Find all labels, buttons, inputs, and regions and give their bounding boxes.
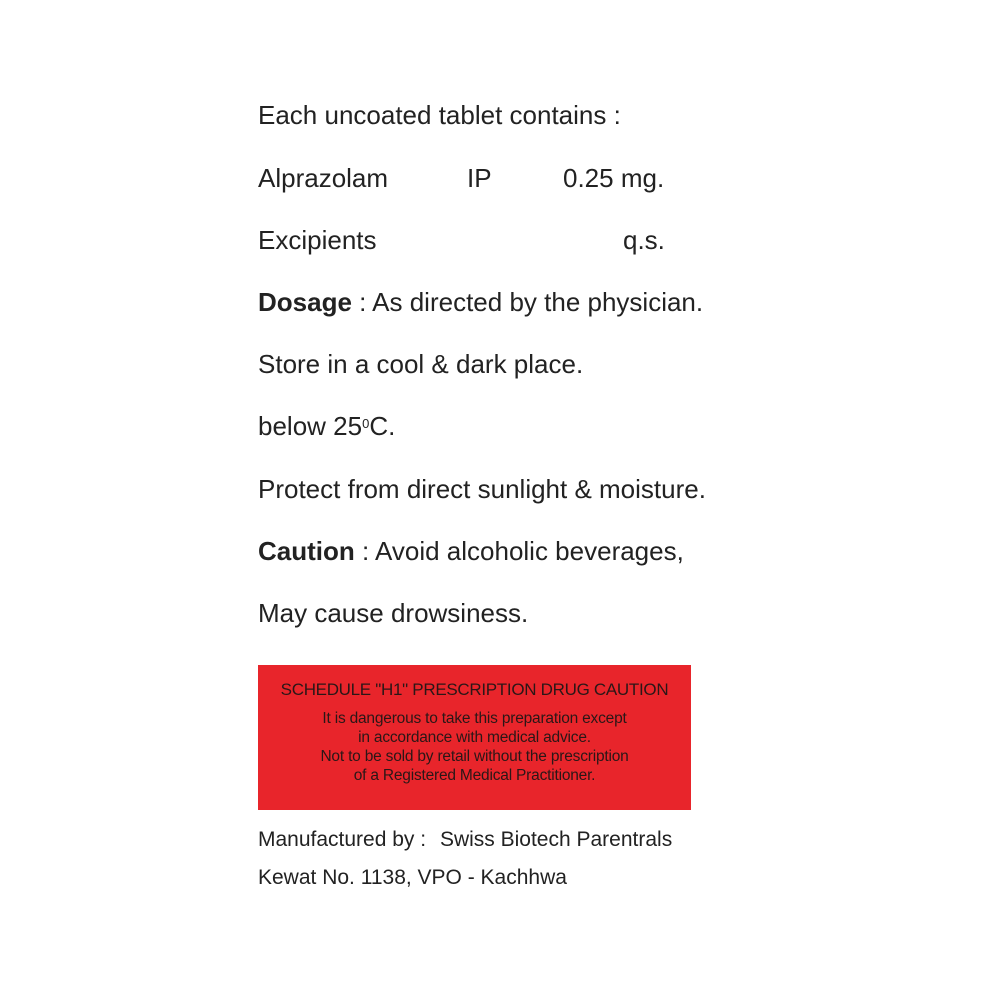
manufacturer-line xyxy=(258,828,672,852)
dosage-label: Dosage xyxy=(258,287,352,317)
schedule-h1-warning-box xyxy=(258,665,691,810)
excipients-name: Excipients xyxy=(258,225,377,255)
storage-line: Store in a cool & dark place. xyxy=(258,349,584,379)
manufacturer-address: Kewat No. 1138, VPO - Kachhwa xyxy=(258,866,567,889)
caution-line xyxy=(258,536,684,566)
temp-suffix: C. xyxy=(369,411,396,441)
warning-line: Not to be sold by retail without the prescription xyxy=(320,748,629,765)
warning-text xyxy=(258,709,691,785)
degree-symbol: 0 xyxy=(362,416,370,431)
composition-heading: Each uncoated tablet contains : xyxy=(258,100,621,130)
dosage-text: : As directed by the physician. xyxy=(351,287,704,317)
warning-title: SCHEDULE "H1" PRESCRIPTION DRUG CAUTION xyxy=(280,680,669,699)
active-ingredient-name: Alprazolam xyxy=(258,163,389,193)
warning-line: of a Registered Medical Practitioner. xyxy=(353,767,596,784)
manufacturer-label: Manufactured by : xyxy=(258,828,427,851)
manufacturer-name: Swiss Biotech Parentrals xyxy=(439,828,673,851)
warning-line: in accordance with medical advice. xyxy=(358,729,591,746)
temp-prefix: below 25 xyxy=(258,411,363,441)
protect-line: Protect from direct sunlight & moisture. xyxy=(258,474,706,504)
dosage-line xyxy=(258,287,703,317)
excipients-amount: q.s. xyxy=(623,225,665,255)
storage-temperature xyxy=(258,411,395,441)
warning-line: It is dangerous to take this preparation except xyxy=(322,710,627,727)
drowsiness-line: May cause drowsiness. xyxy=(258,598,529,628)
caution-label: Caution xyxy=(258,536,355,566)
active-ingredient-amount: 0.25 mg. xyxy=(563,163,665,193)
caution-text: : Avoid alcoholic beverages, xyxy=(354,536,684,566)
active-ingredient-standard: IP xyxy=(467,163,492,193)
